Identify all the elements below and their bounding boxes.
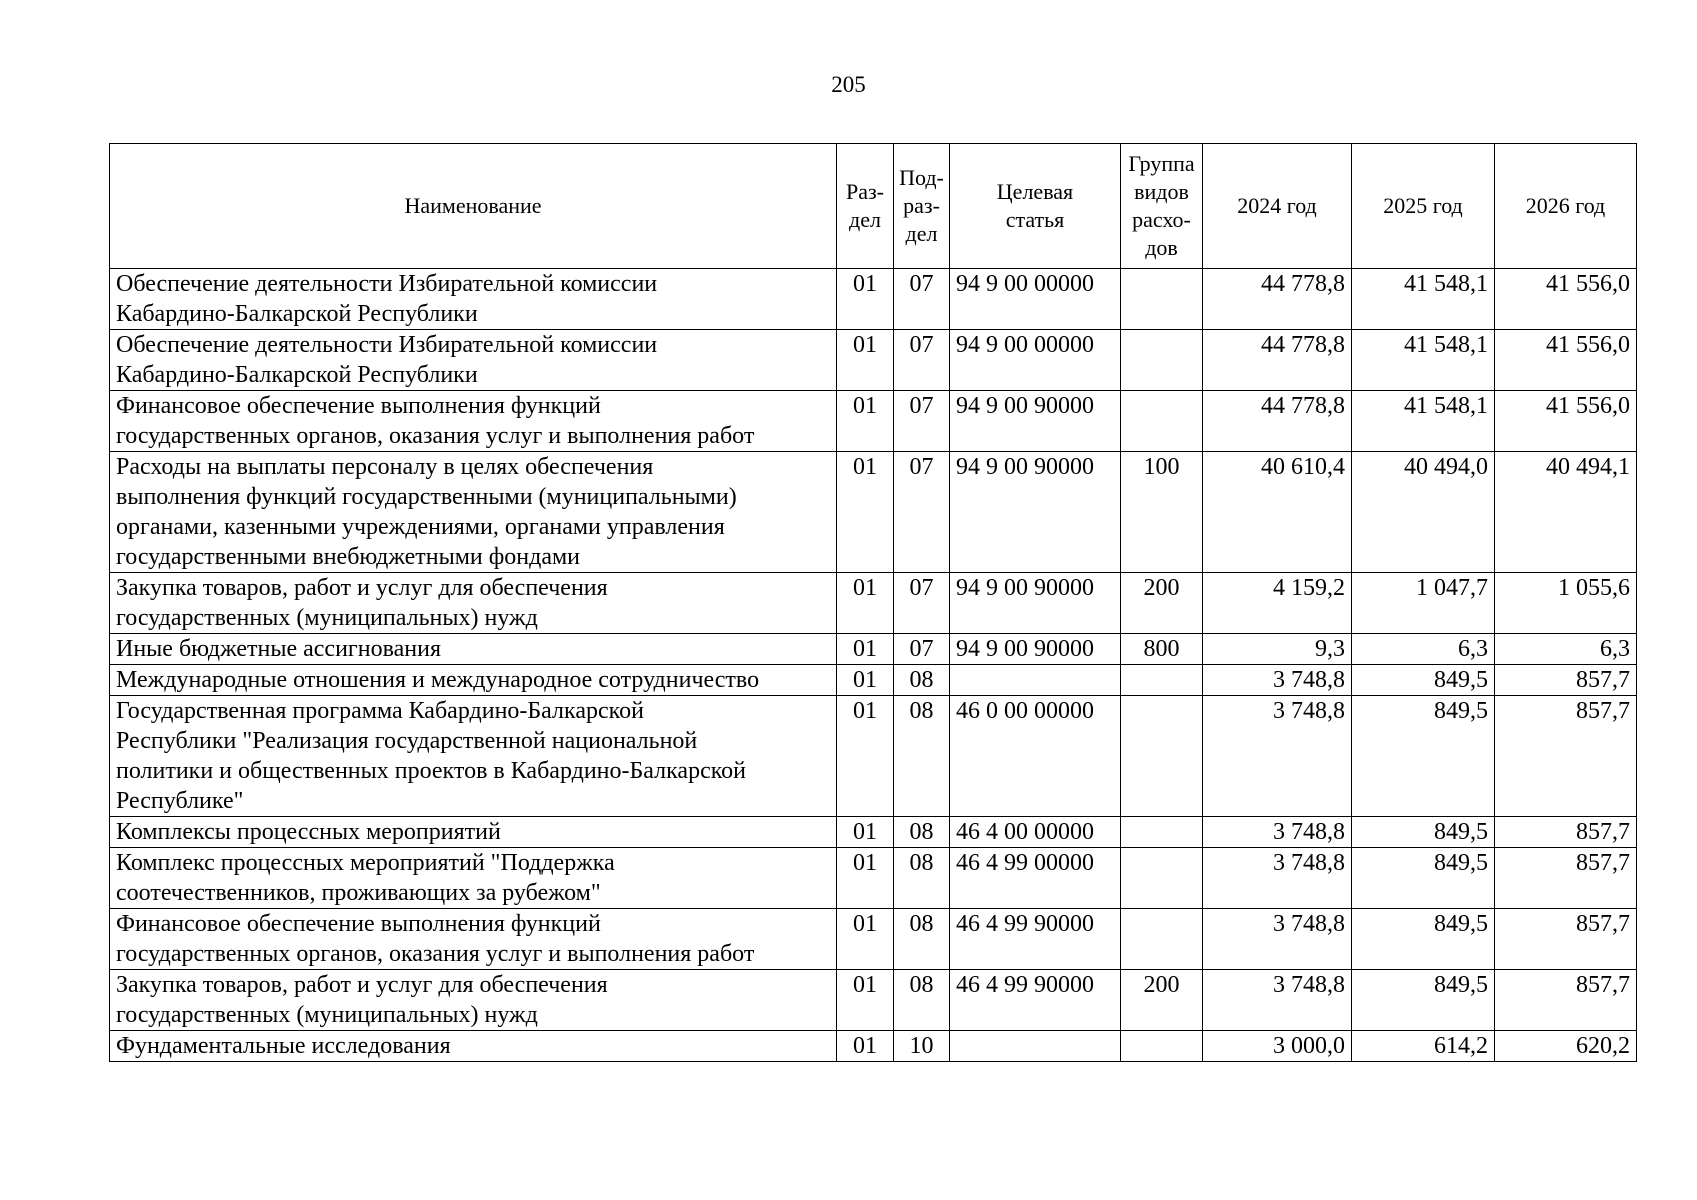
- cell-name-line: Закупка товаров, работ и услуг для обеспечения: [116, 972, 608, 998]
- cell-2024: 3 748,8: [1203, 817, 1352, 848]
- header-2024: 2024 год: [1203, 144, 1352, 269]
- cell-2024: 3 748,8: [1203, 848, 1352, 909]
- table-header-row: [110, 144, 1637, 269]
- cell-celevaya-statya: 94 9 00 90000: [950, 452, 1121, 573]
- cell-name: [110, 696, 837, 817]
- cell-name-line: государственных (муниципальных) нужд: [116, 605, 538, 631]
- cell-gruppa-vidov: 800: [1121, 634, 1203, 665]
- cell-gruppa-vidov: 100: [1121, 452, 1203, 573]
- cell-podrazdel: 08: [894, 817, 950, 848]
- cell-name-line: Закупка товаров, работ и услуг для обеспечения: [116, 575, 608, 601]
- cell-razdel: 01: [837, 634, 894, 665]
- cell-2026: 857,7: [1495, 817, 1637, 848]
- cell-name-line: Фундаментальные исследования: [116, 1033, 451, 1059]
- cell-razdel: 01: [837, 391, 894, 452]
- cell-name-line: выполнения функций государственными (муниципальными): [116, 484, 737, 510]
- cell-2024: 40 610,4: [1203, 452, 1352, 573]
- cell-2024: 9,3: [1203, 634, 1352, 665]
- cell-gruppa-vidov: [1121, 696, 1203, 817]
- cell-gruppa-vidov: [1121, 909, 1203, 970]
- table-row: [110, 391, 1637, 452]
- budget-table: [109, 143, 1637, 1062]
- cell-podrazdel: 08: [894, 848, 950, 909]
- cell-2026: 857,7: [1495, 696, 1637, 817]
- header-razdel: [837, 144, 894, 269]
- cell-celevaya-statya: 46 4 99 00000: [950, 848, 1121, 909]
- cell-celevaya-statya: 94 9 00 90000: [950, 634, 1121, 665]
- cell-celevaya-statya: 46 4 99 90000: [950, 909, 1121, 970]
- cell-2026: 620,2: [1495, 1031, 1637, 1062]
- cell-razdel: 01: [837, 269, 894, 330]
- cell-name: [110, 573, 837, 634]
- cell-2026: 857,7: [1495, 665, 1637, 696]
- cell-2026: 857,7: [1495, 970, 1637, 1031]
- cell-name-line: Обеспечение деятельности Избирательной комиссии: [116, 332, 658, 358]
- header-gruppa-line: видов: [1134, 179, 1189, 204]
- cell-name-line: Республики "Реализация государственной национальной: [116, 728, 698, 754]
- header-gruppa-line: расхо-: [1132, 207, 1191, 232]
- header-celevaya-statya: [950, 144, 1121, 269]
- cell-2025: 849,5: [1352, 817, 1495, 848]
- table-row: [110, 817, 1637, 848]
- cell-2025: 849,5: [1352, 665, 1495, 696]
- cell-name: [110, 848, 837, 909]
- cell-2024: 3 000,0: [1203, 1031, 1352, 1062]
- cell-2025: 1 047,7: [1352, 573, 1495, 634]
- cell-gruppa-vidov: 200: [1121, 573, 1203, 634]
- table-row: [110, 330, 1637, 391]
- header-razdel-line: Раз-: [845, 179, 885, 204]
- table-row: [110, 634, 1637, 665]
- cell-name: [110, 817, 837, 848]
- cell-2026: 41 556,0: [1495, 391, 1637, 452]
- cell-razdel: 01: [837, 1031, 894, 1062]
- cell-podrazdel: 07: [894, 330, 950, 391]
- cell-celevaya-statya: [950, 665, 1121, 696]
- cell-name: [110, 1031, 837, 1062]
- header-gruppa-vidov: [1121, 144, 1203, 269]
- cell-gruppa-vidov: [1121, 330, 1203, 391]
- cell-name: [110, 665, 837, 696]
- cell-podrazdel: 08: [894, 696, 950, 817]
- cell-2024: 44 778,8: [1203, 330, 1352, 391]
- cell-2025: 849,5: [1352, 970, 1495, 1031]
- cell-podrazdel: 07: [894, 269, 950, 330]
- cell-celevaya-statya: 46 0 00 00000: [950, 696, 1121, 817]
- cell-2025: 41 548,1: [1352, 269, 1495, 330]
- table-row: [110, 269, 1637, 330]
- table-row: [110, 1031, 1637, 1062]
- cell-2026: 857,7: [1495, 909, 1637, 970]
- cell-2026: 857,7: [1495, 848, 1637, 909]
- table-row: [110, 848, 1637, 909]
- cell-celevaya-statya: 46 4 00 00000: [950, 817, 1121, 848]
- cell-podrazdel: 07: [894, 391, 950, 452]
- cell-gruppa-vidov: [1121, 848, 1203, 909]
- header-celevaya-line: Целевая: [996, 179, 1074, 204]
- cell-name-line: Расходы на выплаты персоналу в целях обеспечения: [116, 454, 654, 480]
- cell-name: [110, 909, 837, 970]
- cell-2025: 849,5: [1352, 909, 1495, 970]
- cell-2026: 41 556,0: [1495, 269, 1637, 330]
- table-row: [110, 452, 1637, 573]
- cell-2024: 4 159,2: [1203, 573, 1352, 634]
- header-2025: 2025 год: [1352, 144, 1495, 269]
- header-podrazdel-line: дел: [905, 221, 938, 246]
- cell-2025: 849,5: [1352, 696, 1495, 817]
- cell-2024: 3 748,8: [1203, 665, 1352, 696]
- cell-name-line: Кабардино-Балкарской Республики: [116, 362, 478, 388]
- cell-gruppa-vidov: [1121, 391, 1203, 452]
- header-gruppa-line: Группа: [1128, 151, 1195, 176]
- page-number: 205: [831, 72, 866, 97]
- cell-gruppa-vidov: 200: [1121, 970, 1203, 1031]
- header-gruppa-line: дов: [1145, 235, 1178, 260]
- cell-2024: 3 748,8: [1203, 696, 1352, 817]
- cell-name-line: государственных органов, оказания услуг и выполнения работ: [116, 423, 755, 449]
- cell-podrazdel: 08: [894, 970, 950, 1031]
- cell-name: [110, 970, 837, 1031]
- cell-celevaya-statya: 94 9 00 00000: [950, 269, 1121, 330]
- cell-2024: 3 748,8: [1203, 970, 1352, 1031]
- cell-name-line: Иные бюджетные ассигнования: [116, 636, 441, 662]
- table-row: [110, 665, 1637, 696]
- cell-2025: 41 548,1: [1352, 391, 1495, 452]
- header-podrazdel-line: Под-: [899, 165, 944, 190]
- cell-name-line: Обеспечение деятельности Избирательной комиссии: [116, 271, 658, 297]
- cell-2025: 614,2: [1352, 1031, 1495, 1062]
- cell-gruppa-vidov: [1121, 269, 1203, 330]
- cell-name-line: Кабардино-Балкарской Республики: [116, 301, 478, 327]
- cell-podrazdel: 08: [894, 909, 950, 970]
- cell-razdel: 01: [837, 665, 894, 696]
- cell-razdel: 01: [837, 817, 894, 848]
- cell-razdel: 01: [837, 848, 894, 909]
- header-razdel-line: дел: [849, 207, 881, 232]
- table-row: [110, 573, 1637, 634]
- cell-razdel: 01: [837, 696, 894, 817]
- cell-name-line: государственных (муниципальных) нужд: [116, 1002, 538, 1028]
- cell-celevaya-statya: 94 9 00 90000: [950, 391, 1121, 452]
- cell-2026: 6,3: [1495, 634, 1637, 665]
- cell-gruppa-vidov: [1121, 665, 1203, 696]
- cell-2026: 40 494,1: [1495, 452, 1637, 573]
- cell-name-line: Комплекс процессных мероприятий "Поддержка: [116, 850, 615, 876]
- cell-podrazdel: 07: [894, 573, 950, 634]
- cell-celevaya-statya: 94 9 00 00000: [950, 330, 1121, 391]
- cell-2025: 40 494,0: [1352, 452, 1495, 573]
- header-podrazdel: [894, 144, 950, 269]
- cell-name-line: Республике": [116, 788, 244, 814]
- cell-podrazdel: 07: [894, 634, 950, 665]
- cell-name-line: Комплексы процессных мероприятий: [116, 819, 501, 845]
- cell-name-line: Государственная программа Кабардино-Балкарской: [116, 698, 644, 724]
- cell-name-line: Международные отношения и международное сотрудничество: [116, 667, 760, 693]
- cell-name-line: политики и общественных проектов в Кабардино-Балкарской: [116, 758, 747, 784]
- cell-name-line: Финансовое обеспечение выполнения функций: [116, 911, 601, 937]
- cell-2025: 41 548,1: [1352, 330, 1495, 391]
- cell-podrazdel: 10: [894, 1031, 950, 1062]
- cell-2024: 44 778,8: [1203, 391, 1352, 452]
- table-row: [110, 696, 1637, 817]
- cell-name: [110, 452, 837, 573]
- cell-name: [110, 391, 837, 452]
- cell-2024: 3 748,8: [1203, 909, 1352, 970]
- cell-razdel: 01: [837, 573, 894, 634]
- cell-name-line: органами, казенными учреждениями, органами управления: [116, 514, 725, 540]
- header-podrazdel-line: раз-: [903, 193, 940, 218]
- cell-name: [110, 269, 837, 330]
- cell-razdel: 01: [837, 909, 894, 970]
- cell-2024: 44 778,8: [1203, 269, 1352, 330]
- cell-podrazdel: 07: [894, 452, 950, 573]
- cell-name-line: соотечественников, проживающих за рубежом": [116, 880, 601, 906]
- cell-name-line: государственных органов, оказания услуг и выполнения работ: [116, 941, 755, 967]
- header-2026: 2026 год: [1495, 144, 1637, 269]
- cell-celevaya-statya: 94 9 00 90000: [950, 573, 1121, 634]
- cell-gruppa-vidov: [1121, 817, 1203, 848]
- cell-razdel: 01: [837, 452, 894, 573]
- table-row: [110, 909, 1637, 970]
- header-celevaya-line: статья: [1005, 207, 1065, 232]
- cell-2025: 6,3: [1352, 634, 1495, 665]
- table-row: [110, 970, 1637, 1031]
- cell-name-line: государственными внебюджетными фондами: [116, 544, 581, 570]
- cell-celevaya-statya: 46 4 99 90000: [950, 970, 1121, 1031]
- header-name: Наименование: [110, 144, 837, 269]
- cell-name: [110, 330, 837, 391]
- cell-celevaya-statya: [950, 1031, 1121, 1062]
- cell-podrazdel: 08: [894, 665, 950, 696]
- cell-2026: 41 556,0: [1495, 330, 1637, 391]
- cell-name-line: Финансовое обеспечение выполнения функций: [116, 393, 601, 419]
- cell-2026: 1 055,6: [1495, 573, 1637, 634]
- table-body: [110, 269, 1637, 1062]
- cell-razdel: 01: [837, 330, 894, 391]
- cell-gruppa-vidov: [1121, 1031, 1203, 1062]
- cell-2025: 849,5: [1352, 848, 1495, 909]
- cell-razdel: 01: [837, 970, 894, 1031]
- cell-name: [110, 634, 837, 665]
